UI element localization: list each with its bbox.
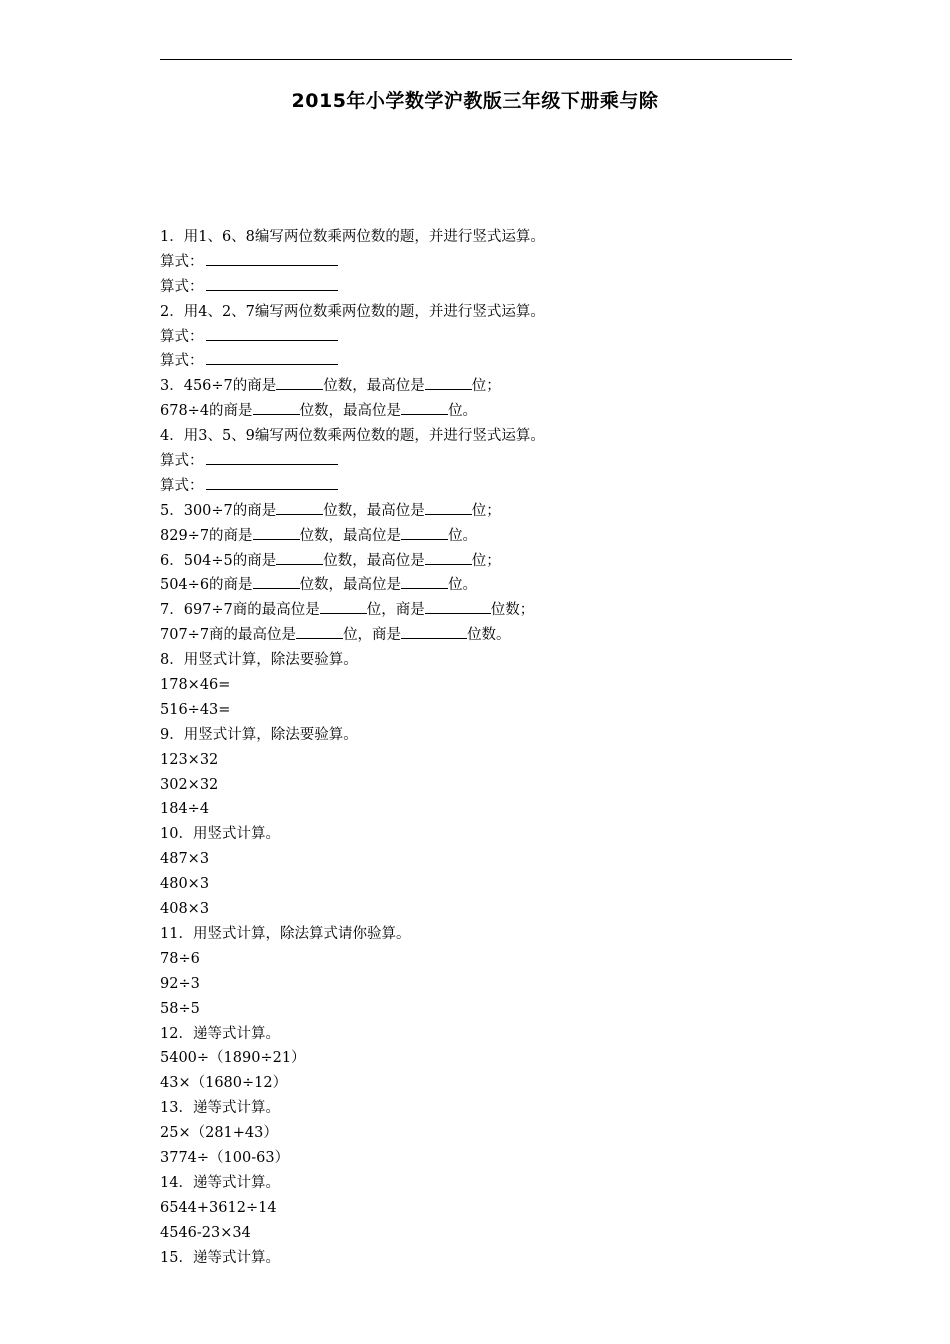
fill-blank[interactable] [425, 549, 472, 565]
answer-blank[interactable] [206, 250, 338, 266]
answer-blank[interactable] [206, 449, 338, 465]
answer-line: 算式： [160, 349, 800, 374]
question-3-part-2: 678÷4的商是 位数，最高位是 位。 [160, 399, 800, 424]
answer-line: 算式： [160, 474, 800, 499]
question-11: 11．用竖式计算，除法算式请你验算。 [160, 925, 411, 942]
fill-blank[interactable] [253, 399, 300, 415]
question-15: 15．递等式计算。 [160, 1249, 280, 1266]
expression: 43×（1680÷12） [160, 1075, 288, 1092]
fill-blank[interactable] [401, 573, 448, 589]
question-3: 3．456÷7的商是 位数，最高位是 位； [160, 374, 800, 399]
fill-blank[interactable] [253, 524, 300, 540]
answer-blank[interactable] [206, 275, 338, 291]
expression: 58÷5 [160, 1000, 200, 1017]
answer-line: 算式： [160, 325, 800, 350]
question-7-part-2: 707÷7商的最高位是 位，商是 位数。 [160, 623, 800, 648]
question-14: 14．递等式计算。 [160, 1174, 280, 1191]
question-6: 6．504÷5的商是 位数，最高位是 位； [160, 549, 800, 574]
question-9: 9．用竖式计算，除法要验算。 [160, 726, 358, 743]
question-13: 13．递等式计算。 [160, 1100, 280, 1117]
question-4: 4．用3、5、9编写两位数乘两位数的题，并进行竖式运算。 [160, 428, 545, 445]
question-8: 8．用竖式计算，除法要验算。 [160, 652, 358, 669]
worksheet-body [160, 225, 800, 1270]
expression: 408×3 [160, 901, 210, 918]
fill-blank[interactable] [276, 499, 323, 515]
question-10: 10．用竖式计算。 [160, 826, 280, 843]
header-rule [160, 59, 792, 60]
fill-blank[interactable] [253, 573, 300, 589]
answer-line: 算式： [160, 449, 800, 474]
answer-blank[interactable] [206, 474, 338, 490]
answer-blank[interactable] [206, 349, 338, 365]
expression: 123×32 [160, 751, 219, 768]
page-title: 2015年小学数学沪教版三年级下册乘与除 [291, 90, 659, 112]
fill-blank[interactable] [276, 374, 323, 390]
fill-blank[interactable] [425, 499, 472, 515]
expression: 3774÷（100-63） [160, 1149, 290, 1166]
question-6-part-2: 504÷6的商是 位数，最高位是 位。 [160, 573, 800, 598]
question-5: 5．300÷7的商是 位数，最高位是 位； [160, 499, 800, 524]
fill-blank[interactable] [425, 598, 491, 614]
expression: 184÷4 [160, 801, 210, 818]
question-12: 12．递等式计算。 [160, 1025, 280, 1042]
expression: 78÷6 [160, 950, 200, 967]
answer-line: 算式： [160, 275, 800, 300]
question-2: 2．用4、2、7编写两位数乘两位数的题，并进行竖式运算。 [160, 303, 545, 320]
expression: 5400÷（1890÷21） [160, 1050, 306, 1067]
expression: 92÷3 [160, 975, 200, 992]
question-1: 1．用1、6、8编写两位数乘两位数的题，并进行竖式运算。 [160, 229, 545, 245]
question-5-part-2: 829÷7的商是 位数，最高位是 位。 [160, 524, 800, 549]
expression: 480×3 [160, 876, 210, 893]
expression: 178×46= [160, 677, 231, 694]
expression: 516÷43= [160, 701, 231, 718]
question-7: 7．697÷7商的最高位是 位，商是 位数； [160, 598, 800, 623]
fill-blank[interactable] [401, 524, 448, 540]
fill-blank[interactable] [401, 399, 448, 415]
expression: 487×3 [160, 851, 210, 868]
fill-blank[interactable] [276, 549, 323, 565]
answer-line: 算式： [160, 250, 800, 275]
expression: 4546-23×34 [160, 1224, 251, 1241]
fill-blank[interactable] [296, 623, 343, 639]
expression: 25×（281+43） [160, 1125, 278, 1142]
expression: 302×32 [160, 776, 219, 793]
fill-blank[interactable] [320, 598, 367, 614]
fill-blank[interactable] [401, 623, 467, 639]
expression: 6544+3612÷14 [160, 1199, 277, 1216]
fill-blank[interactable] [425, 374, 472, 390]
answer-blank[interactable] [206, 325, 338, 341]
